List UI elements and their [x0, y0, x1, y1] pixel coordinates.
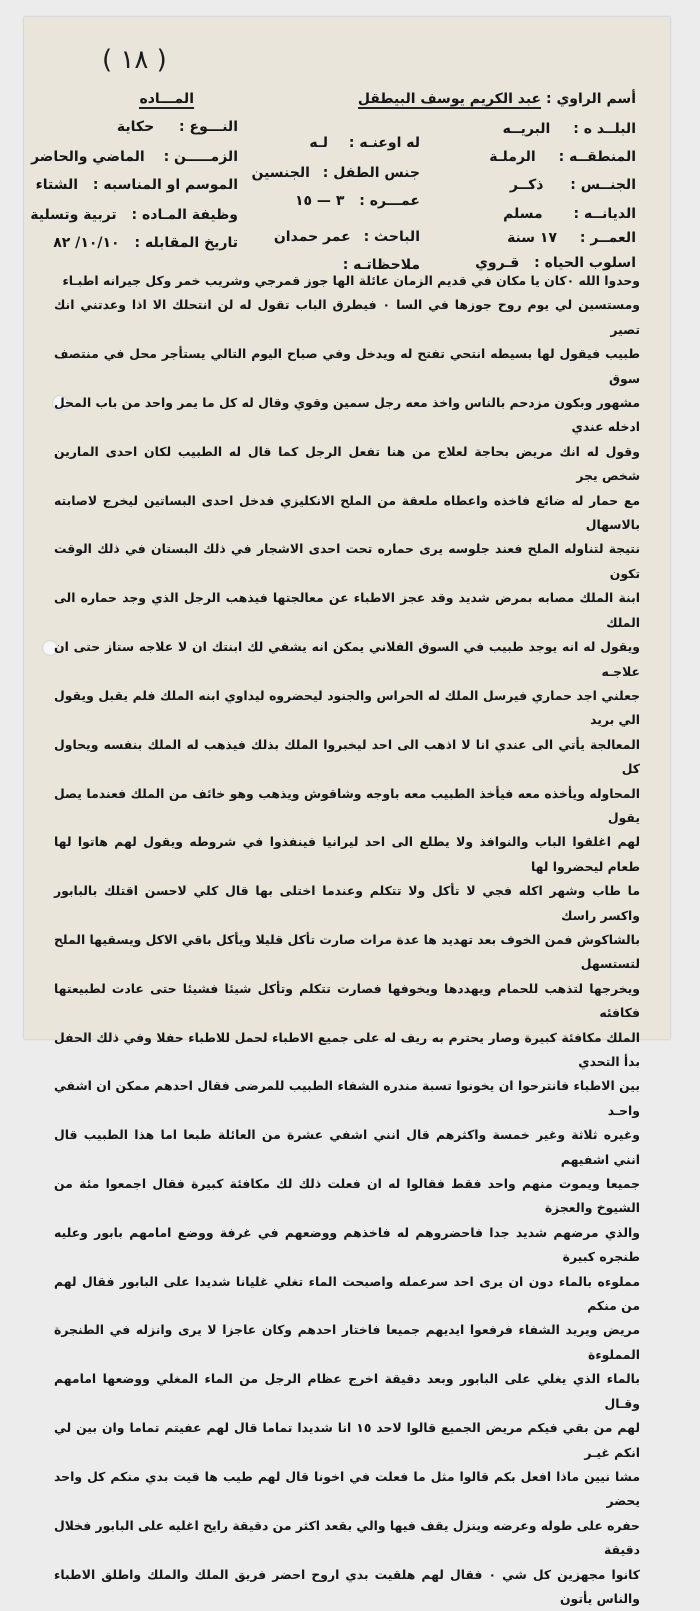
religion-value: مسلم: [503, 206, 543, 222]
age-value: ١٧ سنة: [507, 230, 558, 246]
child-gender-value: الجنسين: [251, 165, 310, 181]
researcher-value: عمر حمدان: [273, 229, 351, 245]
type-label: النـــوع :: [179, 119, 238, 135]
child-age-value: ٣ — ١٥: [294, 193, 345, 209]
researcher-label: الباحث :: [363, 229, 420, 245]
story-line: كانوا مجهزين كل شي ٠ فقال لهم هلقيت بدي اروح احضر فريق الملك والملك واطلق الاطباء والناس يأتون: [54, 1566, 641, 1606]
material-label: المـــاده: [139, 91, 194, 107]
narrator-label: أسم الراوي :: [546, 91, 636, 107]
time-value: الماضي والحاضر: [31, 149, 145, 165]
age-row: [507, 230, 636, 246]
type-value: حكاية: [116, 119, 155, 135]
story-line: وقول له انك مريض بحاجة لعلاج من هنا تفعل الرجل كما قال له الطبيب لكان احدى المارين شخص يجر: [54, 443, 640, 484]
town-value: البريــه: [502, 121, 551, 137]
story-line: جعلني اجد حماري فيرسل الملك له الحراس والجنود ليحضروه ليداوي ابنه الملك فلم يقبل ويقول الي بريد: [54, 687, 640, 728]
story-line: وغيره ثلاثة وغير خمسة واكثرهم قال انني اشفي عشرة من العائلة طبعا اما هذا الطبيب قال انني اشفيهم: [54, 1127, 640, 1167]
town-label: البلــد ه :: [573, 121, 636, 137]
child-gender-row: [251, 165, 420, 181]
story-line: مع حمار له ضائع فاخذه واعطاه ملعقة من الملح الانكليزي فدخل احدى البساتين ليخرج لاصابته بالاسهال: [54, 492, 640, 533]
type-row: [117, 119, 238, 135]
story-line: ويقول له انه يوجد طبيب في السوق الفلاني يمكن انه يشفي لك ابنتك ان لا علاجه ستاز حتى ان علاجـه: [54, 639, 640, 679]
story-line: جميعا ويموت منهم واحد فقط فقالوا له ان فعلت ذلك لك مكافئة كبيرة فقال اجمعوا مئة من الشيوخ والعجزة: [54, 1176, 640, 1216]
season-value: الشتاء: [35, 177, 79, 193]
story-line: بالشاكوش فمن الخوف بعد تهديد ها عدة مرات صارت تأكل قليلا ويأكل باقي الاكل ويسقيها الملح لتستسهل: [54, 931, 640, 972]
story-line: مشا نيين ماذا افعل بكم قالوا مثل ما فعلت في اخونا قال لهم طيب ها قيت بدي منكم كل واحد يحضر: [54, 1468, 640, 1509]
story-line: والذي مرضهم شديد جدا فاحضروهم له فاخذهم ووضعهم في غرفة ووضع امامهم بابور وعليه طنجره كبيرة: [54, 1224, 640, 1265]
interview-date-row: [53, 235, 238, 251]
gender-value: ذكــر: [509, 177, 544, 193]
region-row: [489, 149, 636, 165]
document-page: [24, 17, 670, 1606]
interview-date-value: ١٠/١٠/ ٨٢: [53, 235, 120, 251]
story-text: [54, 269, 640, 1611]
material-heading: [139, 91, 194, 107]
child-age-label: عمـــره :: [359, 193, 420, 209]
function-row: [30, 207, 238, 223]
story-line: طبيب فيقول لها بسيطه انتحي تفتح له ويدخل وفي صباح اليوم التالي يستأجر محل في منتصف سوق: [54, 346, 640, 386]
told-to-value: لـه: [309, 135, 328, 151]
lifestyle-value: قـروي: [475, 255, 520, 271]
religion-row: [503, 206, 636, 222]
story-line: مشهور وبكون مزدحم بالناس واخذ معه رجل سمين وقوي وقال له كل ما يمر واحد من باب المحل ادخله عندي: [54, 395, 640, 435]
time-label: الزمـــــن :: [163, 149, 238, 165]
story-line: مريض ويريد الشفاء فرفعوا ايديهم جميعا فاختار احدهم وكان عاجزا لا يرى وانزله في الطنجرة المملوءة: [54, 1322, 640, 1362]
function-label: وظيفة المـاده :: [131, 207, 238, 223]
gender-row: [510, 177, 636, 193]
story-line: ما طاب وشهر اكله فجي لا تأكل ولا تتكلم وعندما اختلى بها قال كلي لاحسن اقتلك بالبابور واكسر راسك: [54, 883, 640, 923]
time-row: [31, 149, 238, 165]
told-to-label: له اوعنـه :: [348, 135, 420, 151]
function-value: تربية وتسلية: [30, 207, 117, 223]
region-label: المنطقــه :: [558, 149, 636, 165]
story-line: ويخرجها لتذهب للحمام ويهددها ويخوفها فصارت تتكلم وتأكل شيئا فشيئا حتى عادت لطبيعتها فكافئه: [54, 980, 640, 1021]
region-value: الرملـة: [489, 149, 536, 165]
gender-label: الجنــس :: [570, 177, 636, 193]
story-line: ابنة الملك مصابه بمرض شديد وقد عجز الاطباء عن معالجتها فيذهب الرجل الذي وجد حماره الى الملك: [54, 590, 640, 630]
story-line: بين الاطباء فانترحوا ان يخونوا تسبة مندره الشفاء الطبيب للمرضى فقال احدهم ممكن ان اشفي واحـد: [54, 1078, 640, 1118]
researcher-row: [274, 229, 420, 245]
narrator-row: [358, 91, 636, 107]
child-age-row: [295, 193, 420, 209]
age-label: العمــر :: [579, 230, 636, 246]
lifestyle-label: اسلوب الحياه :: [534, 255, 636, 271]
story-line: الملك مكافئة كبيرة وصار يحترم به ريف له على جميع الاطباء لحمل للاطباء حفلا وفي ذلك الحفل بدأ التحدي: [54, 1029, 640, 1069]
story-line: ومستسين لي يوم روح جوزها في السا ٠ فيطرق الباب تقول له لن انتحلك الا اذا وعدتني انك تصير: [54, 297, 640, 337]
story-line: حفره على طوله وعرضه وينزل يقف فيها والي بقعد اكثر من دقيقة رايح اغليه على البابور فخلال دقيقة: [54, 1517, 640, 1558]
interview-date-label: تاريخ المقابله :: [134, 235, 238, 251]
story-line: لهم من بقي فيكم مريض الجميع قالوا لاحد ١٥ انا شديدا تماما قال لهم عفيتم تماما وان بين لي انكم غيـر: [54, 1420, 640, 1460]
narrator-value: عبد الكريم يوسف البيطقل: [357, 91, 542, 107]
season-label: الموسم او المناسبه :: [92, 177, 238, 193]
season-row: [36, 177, 238, 193]
story-line: وحدوا الله ٠كان يا مكان في قديم الزمان عائلة الها جوز قمرجي وشريب خمر وكل جيرانه اطبـاء: [62, 273, 640, 288]
story-line: نتيجة لتناوله الملح فعند جلوسه يرى حماره تحت احدى الاشجار في ذلك البستان في ذلك الوقت تكون: [54, 541, 640, 581]
town-row: [503, 121, 636, 137]
story-line: لهم اغلقوا الباب والنوافذ ولا يطلع الى احد ليرانيا فينفذوا في شروطه ويقول لهم هاتوا لها طعام ليحضروا لها: [54, 834, 640, 874]
story-line: بالماء الذي يغلي على البابور وبعد دقيقة اخرج عظام الرجل من الماء المغلي ووضعها امامهم وقـال: [54, 1371, 640, 1411]
religion-label: الديانــه :: [573, 206, 636, 222]
told-to-row: [309, 135, 420, 151]
page-number: ( ١٨ ): [102, 45, 167, 75]
notes-label: ملاحظاتـه :: [342, 257, 420, 273]
story-line: المحاوله ويأخذه معه فيأخذ الطبيب معه باوجه وشاقوش ويذهب وهو خائف من الملك فعندما يصل يقول: [54, 785, 640, 825]
child-gender-label: جنس الطفل :: [322, 165, 420, 181]
story-line: مملوءه بالماء دون ان يرى احد سرعمله واصبحت الماء تغلي غليانا شديدا على البابور فقال لهم من منكم: [54, 1273, 640, 1314]
story-line: المعالجة يأتي الى عندي انا لا اذهب الى احد ليخبروا الملك بذلك فيذهب له الملك بنفسه ويحاول كل: [54, 736, 640, 777]
